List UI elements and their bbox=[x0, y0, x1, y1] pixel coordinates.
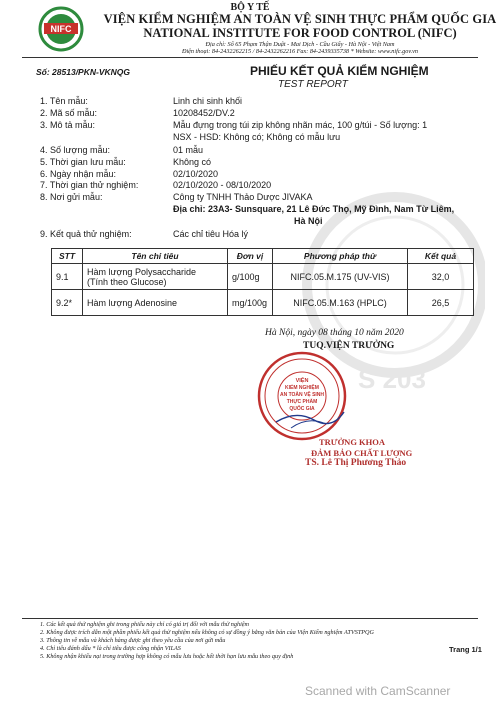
info-label: 7. Thời gian thử nghiệm: bbox=[40, 180, 139, 190]
svg-text:AN TOÀN VỆ SINH: AN TOÀN VỆ SINH bbox=[279, 392, 325, 398]
cell-stt: 9.1 bbox=[52, 264, 83, 290]
svg-text:VIỆN: VIỆN bbox=[295, 378, 309, 384]
footnote-1: 1. Các kết quả thử nghiệm ghi trong phiếu này chỉ có giá trị đối với mẫu thử nghiệm bbox=[40, 621, 249, 628]
cell-result: 26,5 bbox=[408, 290, 474, 316]
header-stt: STT bbox=[52, 249, 83, 264]
header-name: Tên chỉ tiêu bbox=[83, 249, 228, 264]
footnote-5: 5. Không nhận khiếu nại trong trường hợp không có mẫu lưu hoặc hết thời hạn lưu mẫu theo quy định bbox=[40, 653, 294, 660]
results-table bbox=[51, 248, 474, 316]
footnote-4: 4. Chỉ tiêu đánh dấu * là chỉ tiêu được công nhận VILAS bbox=[40, 645, 181, 652]
institute-name-en: NATIONAL INSTITUTE FOR FOOD CONTROL (NIFC) bbox=[143, 26, 457, 40]
info-label: 6. Ngày nhận mẫu: bbox=[40, 169, 117, 179]
ministry-name: BỘ Y TẾ bbox=[230, 2, 270, 13]
info-value: 02/10/2020 bbox=[173, 169, 219, 179]
info-value: 10208452/DV.2 bbox=[173, 108, 235, 118]
page-number: Trang 1/1 bbox=[449, 645, 482, 654]
info-value: Công ty TNHH Thảo Dược JIVAKA bbox=[173, 192, 313, 202]
sender-address: Địa chỉ: 23A3- Sunsquare, 21 Lê Đức Thọ, Mỹ Đình, Nam Từ Liêm, bbox=[173, 204, 455, 214]
info-value: 01 mẫu bbox=[173, 145, 204, 155]
signatory-title: TUQ.VIỆN TRƯỞNG bbox=[303, 341, 395, 351]
svg-text:THỰC PHẨM: THỰC PHẨM bbox=[286, 399, 318, 405]
table-row bbox=[52, 264, 474, 290]
footnote-3: 3. Thông tin về mẫu và khách hàng được ghi theo yêu cầu của nơi gửi mẫu bbox=[40, 637, 226, 644]
info-value: Mẫu đựng trong túi zip không nhãn mác, 100 g/túi - Số lượng: 1 bbox=[173, 120, 428, 130]
report-subtitle: TEST REPORT bbox=[278, 79, 348, 90]
scanner-watermark: Scanned with CamScanner bbox=[305, 684, 451, 698]
info-label: 3. Mô tả mẫu: bbox=[40, 120, 96, 130]
cell-name-line2: (Tính theo Glucose) bbox=[87, 276, 167, 287]
info-value: Các chỉ tiêu Hóa lý bbox=[173, 229, 249, 239]
cell-unit: g/100g bbox=[228, 264, 273, 290]
info-label: 8. Nơi gửi mẫu: bbox=[40, 192, 103, 202]
svg-text:KIỂM NGHIỆM: KIỂM NGHIỆM bbox=[285, 385, 319, 391]
cell-name: Hàm lượng Adenosine bbox=[83, 290, 228, 316]
info-label: 4. Số lượng mẫu: bbox=[40, 145, 110, 155]
info-value-line2: NSX - HSD: Không có; Không có mẫu lưu bbox=[173, 132, 341, 142]
institute-name-vn: VIỆN KIỂM NGHIỆM AN TOÀN VỆ SINH THỰC PHẨM QUỐC GIA bbox=[103, 12, 497, 26]
header-method: Phương pháp thử bbox=[273, 249, 408, 264]
info-value: Linh chi sinh khối bbox=[173, 96, 243, 106]
cell-method: NIFC.05.M.175 (UV-VIS) bbox=[273, 264, 408, 290]
document-number: Số: 28513/PKN-VKNQG bbox=[36, 67, 130, 77]
svg-text:NIFC: NIFC bbox=[50, 24, 72, 34]
institute-contact: Điện thoại: 84-2432262215 / 84-2432262216 Fax: 84-2439335738 * Website: www.nifc.gov.vn bbox=[181, 48, 418, 55]
table-header-row bbox=[52, 249, 474, 264]
cell-result: 32,0 bbox=[408, 264, 474, 290]
table-row bbox=[52, 290, 474, 316]
info-label: 9. Kết quả thử nghiệm: bbox=[40, 229, 132, 239]
header-divider bbox=[22, 57, 478, 58]
signer-role-line2: ĐẢM BẢO CHẤT LƯỢNG bbox=[311, 448, 413, 458]
cell-method: NIFC.05.M.163 (HPLC) bbox=[273, 290, 408, 316]
signer-name: TS. Lê Thị Phương Thảo bbox=[305, 458, 407, 468]
institute-address: Địa chỉ: Số 65 Phạm Thận Duật - Mai Dịch - Cầu Giấy - Hà Nội - Việt Nam bbox=[205, 41, 395, 48]
svg-text:S 203: S 203 bbox=[358, 364, 426, 394]
info-label: 1. Tên mẫu: bbox=[40, 96, 88, 106]
official-stamp bbox=[256, 350, 348, 442]
signer-role-line1: TRƯỞNG KHOA bbox=[319, 437, 386, 447]
cell-unit: mg/100g bbox=[228, 290, 273, 316]
info-value: Không có bbox=[173, 157, 212, 167]
issue-date: Hà Nội, ngày 08 tháng 10 năm 2020 bbox=[265, 328, 404, 338]
header-unit: Đơn vị bbox=[228, 249, 273, 264]
cell-stt: 9.2* bbox=[52, 290, 83, 316]
sender-address-city: Hà Nội bbox=[294, 216, 323, 226]
header-result: Kết quả bbox=[408, 249, 474, 264]
cell-name bbox=[83, 264, 228, 290]
footnote-divider bbox=[22, 618, 478, 619]
info-label: 2. Mã số mẫu: bbox=[40, 108, 98, 118]
info-label: 5. Thời gian lưu mẫu: bbox=[40, 157, 126, 167]
info-value: 02/10/2020 - 08/10/2020 bbox=[173, 180, 272, 190]
svg-text:QUỐC GIA: QUỐC GIA bbox=[289, 406, 315, 412]
cell-name-line1: Hàm lượng Polysaccharide bbox=[87, 266, 196, 277]
report-title: PHIẾU KẾT QUẢ KIỂM NGHIỆM bbox=[250, 64, 429, 78]
footnote-2: 2. Không được trích dẫn một phần phiếu kết quả thử nghiệm nếu không có sự đồng ý bằng văn bản của Viện Kiểm nghiệm ATVSTPQG bbox=[40, 629, 374, 636]
